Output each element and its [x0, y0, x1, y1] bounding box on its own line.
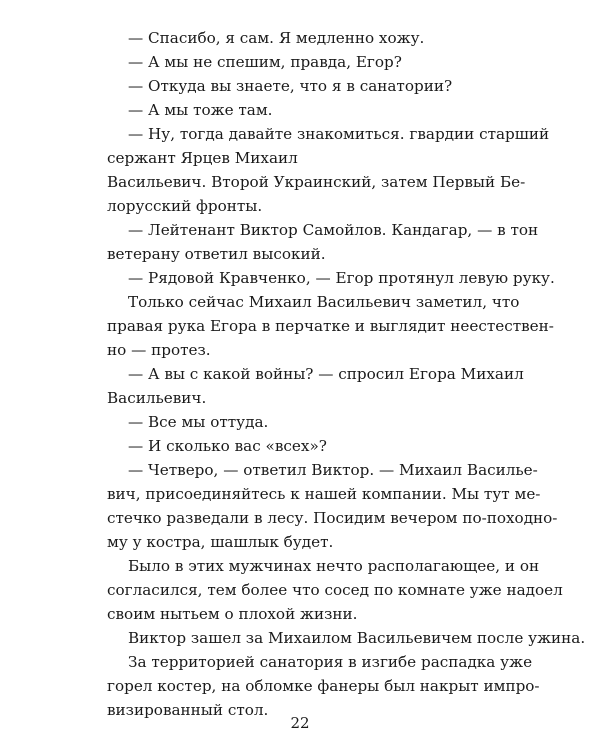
text-line: — А вы с какой войны? — спросил Егора Михаил [128, 365, 524, 383]
text-line: — Откуда вы знаете, что я в санатории? [128, 77, 453, 95]
text-line: лорусский фронты. [107, 197, 263, 215]
text-line: своим нытьем о плохой жизни. [107, 605, 358, 623]
text-line: согласился, тем более что сосед по комнате уже надоел [107, 581, 563, 599]
text-line: — И сколько вас «всех»? [128, 437, 327, 455]
text-line: правая рука Егора в перчатке и выглядит неестествен- [107, 317, 554, 335]
text-line: Васильевич. [107, 389, 207, 407]
text-line: За территорией санатория в изгибе распадка уже [128, 653, 533, 671]
text-line: но — протез. [107, 341, 211, 359]
body-text [107, 26, 586, 722]
text-line: стечко разведали в лесу. Посидим вечером по-походно- [107, 509, 558, 527]
text-line: вич, присоединяйтесь к нашей компании. Мы тут ме- [107, 485, 541, 503]
text-line: му у костра, шашлык будет. [107, 533, 334, 551]
text-line: горел костер, на обломке фанеры был накрыт импро- [107, 677, 540, 695]
text-line: Васильевич. Второй Украинский, затем Первый Бе- [107, 173, 526, 191]
text-line: Было в этих мужчинах нечто располагающее, и он [128, 557, 540, 575]
text-line: — А мы не спешим, правда, Егор? [128, 53, 402, 71]
text-line: — А мы тоже там. [128, 101, 273, 119]
text-line: сержант Ярцев Михаил [107, 149, 298, 167]
text-line: — Четверо, — ответил Виктор. — Михаил Василье- [128, 461, 538, 479]
text-line: — Ну, тогда давайте знакомиться. гвардии старший [128, 125, 550, 143]
page-number: 22 [290, 714, 310, 732]
text-line: Виктор зашел за Михаилом Васильевичем после ужина. [128, 629, 586, 647]
text-line: ветерану ответил высокий. [107, 245, 326, 263]
text-line: — Рядовой Кравченко, — Егор протянул левую руку. [128, 269, 555, 287]
text-line: — Лейтенант Виктор Самойлов. Кандагар, — в тон [128, 221, 539, 239]
text-line: Только сейчас Михаил Васильевич заметил, что [128, 293, 520, 311]
text-line: — Спасибо, я сам. Я медленно хожу. [128, 29, 425, 47]
text-line: — Все мы оттуда. [128, 413, 269, 431]
text-line: визированный стол. [107, 701, 269, 719]
